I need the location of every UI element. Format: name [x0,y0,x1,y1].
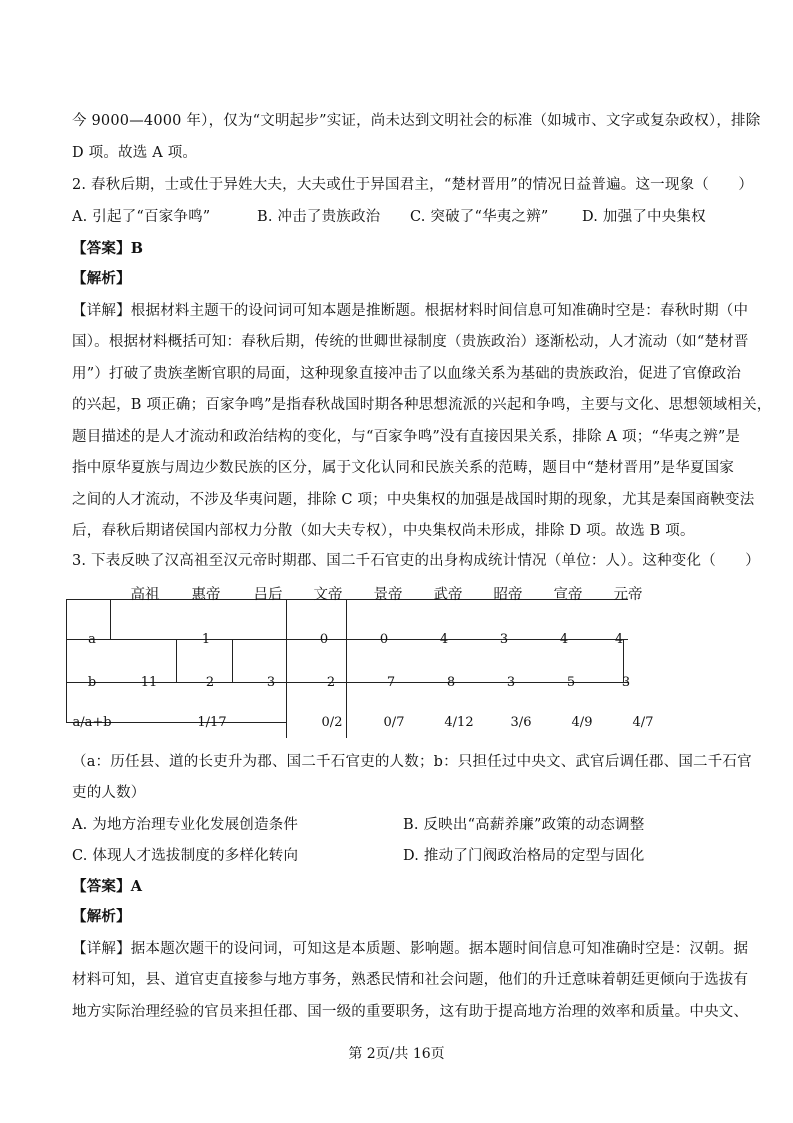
analysis-line: 的兴起，B 项正确；百家争鸣”是指春秋战国时期各种思想流派的兴起和争鸣，主要与文化、思想领域相关， [72,397,772,413]
table-cell: 4 [559,632,569,647]
analysis-line: 用”）打破了贵族垄断官职的局面，这种现象直接冲击了以血缘关系为基础的贵族政治，促进了官僚政治 [72,366,742,382]
table-cell: 0 [319,632,329,647]
table-cell: 0/7 [383,715,405,730]
table-header: 宣帝 [553,587,583,603]
table-cell: 4/7 [632,715,654,730]
table-header: 昭帝 [493,587,523,603]
analysis-label: 【解析】 [72,270,131,287]
row-label: a [88,632,96,647]
table-cell: 3 [499,632,509,647]
text-line: D 项。故选 A 项。 [72,145,198,161]
table-header: 吕后 [253,587,283,603]
table-header: 惠帝 [191,587,221,603]
option-a: A. 引起了“百家争鸣” [72,209,211,225]
table-cell: 1 [201,632,211,647]
table-cell: 7 [386,675,396,690]
table-cell: 0/2 [321,715,343,730]
analysis-line: 国）。根据材料概括可知：春秋后期，传统的世卿世禄制度（贵族政治）逐渐松动，人才流动（如“楚材晋 [72,334,749,350]
analysis-line: 指中原华夏族与周边少数民族的区分，属于文化认同和民族关系的范畴，题目中“楚材晋用”是华夏国家 [72,460,735,476]
row-label: b [87,675,97,690]
page-number: 第 2页/共 16页 [348,1046,445,1062]
table-header: 元帝 [613,587,643,603]
table-cell: 3 [266,675,276,690]
text-line: 今 9000—4000 年），仅为“文明起步”实证，尚未达到文明社会的标准（如城市、文字或复杂政权），排除 [72,113,761,129]
answer-label: 【答案】A [72,878,143,895]
table-note: 吏的人数） [72,785,146,801]
option-b: B. 冲击了贵族政治 [257,209,381,225]
table-cell: 4/9 [571,715,593,730]
table-cell: 4 [614,632,624,647]
question-3-stem: 3. 下表反映了汉高祖至汉元帝时期郡、国二千石官吏的出身构成统计情况（单位：人）。这种变化（ ） [72,553,760,569]
table-cell: 3 [621,675,631,690]
analysis-line: 【详解】据本题次题干的设问词，可知这是本质题、影响题。据本题时间信息可知准确时空是：汉朝。据 [72,941,749,957]
table-cell: 1/17 [197,715,227,730]
analysis-line: 后，春秋后期诸侯国内部权力分散（如大夫专权），中央集权尚未形成，排除 D 项。故选 B 项。 [72,523,695,539]
analysis-line: 地方实际治理经验的官员来担任郡、国一级的重要职务，这有助于提高地方治理的效率和质量。中央文、 [72,1004,749,1020]
analysis-line: 材料可知，县、道官吏直接参与地方事务，熟悉民情和社会问题，他们的升迁意味着朝廷更倾向于选拔有 [72,972,749,988]
analysis-label: 【解析】 [72,908,131,925]
option-b: B. 反映出“高薪养廉”政策的动态调整 [403,817,645,833]
analysis-line: 之间的人才流动，不涉及华夷问题，排除 C 项；中央集权的加强是战国时期的现象，尤其是秦国商鞅变法 [72,492,755,508]
analysis-line: 题目描述的是人才流动和政治结构的变化，与“百家争鸣”没有直接因果关系，排除 A 项；“华夷之辨”是 [72,429,741,445]
option-c: C. 体现人才选拔制度的多样化转向 [72,848,299,864]
table-cell: 2 [326,675,336,690]
table-header: 景帝 [373,587,403,603]
table-cell: 2 [205,675,215,690]
table-cell: 8 [446,675,456,690]
table-cell: 5 [566,675,576,690]
table-cell: 11 [140,675,158,690]
stats-table [66,582,654,738]
table-cell: 4/12 [444,715,474,730]
table-cell: 4 [439,632,449,647]
option-d: D. 推动了门阀政治格局的定型与固化 [403,848,645,864]
option-d: D. 加强了中央集权 [582,209,706,225]
table-cell: 3 [506,675,516,690]
table-note: （a：历任县、道的长吏升为郡、国二千石官吏的人数；b：只担任过中央文、武官后调任郡、国二千石官 [72,754,752,770]
table-header: 高祖 [130,587,160,603]
table-header: 武帝 [433,587,463,603]
answer-label: 【答案】B [72,240,144,257]
table-cell: 3/6 [510,715,532,730]
question-2-stem: 2. 春秋后期，士或仕于异姓大夫，大夫或仕于异国君主，“楚材晋用”的情况日益普遍。这一现象（ ） [72,177,754,193]
row-label: a/a+b [72,715,112,730]
analysis-line: 【详解】根据材料主题干的设问词可知本题是推断题。根据材料时间信息可知准确时空是：春秋时期（中 [72,303,749,319]
option-c: C. 突破了“华夷之辨” [410,209,549,225]
option-a: A. 为地方治理专业化发展创造条件 [72,817,299,833]
table-cell: 0 [379,632,389,647]
table-header: 文帝 [313,587,343,603]
